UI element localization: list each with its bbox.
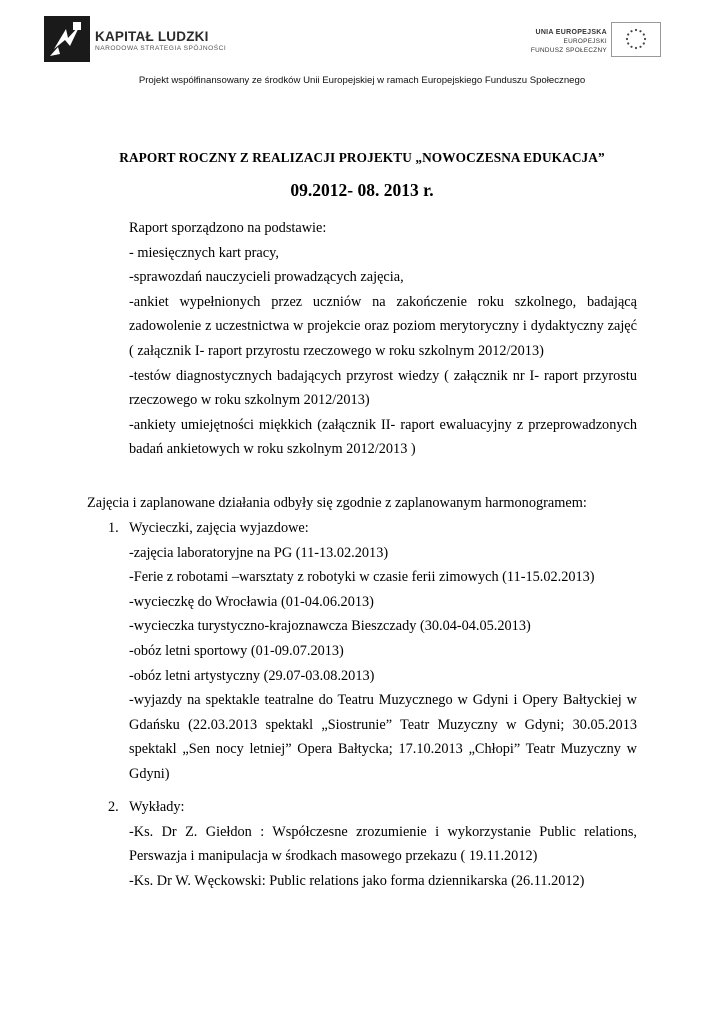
list-item: -wyjazdy na spektakle teatralne do Teatru Muzycznego w Gdyni i Opery Bałtyckiej w Gdańsku (22.03.2013 spektakl „Siostrunie” Teatr Muzyczny w Gdyni; 30.05.2013 spektakl „Sen nocy letniej” Opera Bałtycka; 17.10.2013 „Chłopi” Teatr Muzyczny w Gdyni) [129, 692, 637, 782]
list-item: -zajęcia laboratoryjne na PG (11-13.02.2013) [129, 544, 389, 561]
intro-item: -sprawozdań nauczycieli prowadzących zajęcia, [129, 269, 404, 286]
kapital-ludzki-logo [44, 16, 90, 62]
schedule-lead: Zajęcia i zaplanowane działania odbyły się zgodnie z zaplanowanym harmonogramem: [87, 495, 587, 511]
section-heading: Wycieczki, zajęcia wyjazdowe: [129, 520, 309, 536]
eu-line-3: FUNDUSZ SPOŁECZNY [530, 47, 607, 54]
intro-item: -ankiet wypełnionych przez uczniów na zakończenie roku szkolnego, badającą zadowolenie z uczestnictwa w projekcie oraz poziom merytoryczny i dydaktyczny zajęć ( załącznik I- raport przyrostu rzeczowego w roku szkolnym 2012/2013) [129, 293, 637, 359]
cofinancing-note: Projekt współfinansowany ze środków Unii Europejskiej w ramach Europejskiego Funduszu Społecznego [138, 75, 586, 86]
list-item: -Ks. Dr W. Węckowski: Public relations jako forma dziennikarska (26.11.2012) [129, 872, 585, 889]
intro-item: -ankiety umiejętności miękkich (załącznik II- raport ewaluacyjny z przeprowadzonych badań ankietowych w roku szkolnym 2012/2013 ) [129, 416, 637, 458]
section-heading: Wykłady: [129, 799, 185, 815]
section-number: 2. [108, 799, 119, 815]
intro-item: - miesięcznych kart pracy, [129, 244, 279, 261]
kapital-ludzki-logo-icon [44, 16, 90, 62]
eu-flag [611, 22, 661, 57]
section-number: 1. [108, 520, 119, 536]
section-trips [129, 516, 637, 787]
list-item: -Ks. Dr Z. Giełdon : Współczesne zrozumienie i wykorzystanie Public relations, Perswazja i manipulacja w środkach masowego przekazu ( 19.11.2012) [129, 823, 637, 865]
report-period: 09.2012- 08. 2013 r. [290, 180, 434, 200]
section-lectures [129, 795, 637, 893]
eu-text [531, 28, 607, 55]
list-item: -obóz letni sportowy (01-09.07.2013) [129, 642, 344, 659]
intro-section [129, 216, 637, 462]
list-item: -Ferie z robotami –warsztaty z robotyki w czasie ferii zimowych (11-15.02.2013) [129, 569, 595, 586]
eu-line-2: EUROPEJSKI [563, 38, 607, 45]
eu-stars-icon [612, 23, 660, 56]
report-title: RAPORT ROCZNY Z REALIZACJI PROJEKTU „NOWOCZESNA EDUKACJA” [119, 150, 605, 165]
eu-line-1: UNIA EUROPEJSKA [535, 29, 607, 36]
intro-heading: Raport sporządzono na podstawie: [129, 220, 327, 236]
list-item: -wycieczkę do Wrocławia (01-04.06.2013) [129, 593, 374, 610]
intro-item: -testów diagnostycznych badających przyrost wiedzy ( załącznik nr I- raport przyrostu rzeczowego w roku szkolnym 2012/2013) [129, 367, 637, 409]
list-item: -obóz letni artystyczny (29.07-03.08.2013) [129, 667, 375, 684]
list-item: -wycieczka turystyczno-krajoznawcza Bieszczady (30.04-04.05.2013) [129, 618, 531, 635]
logo-subtitle: NARODOWA STRATEGIA SPÓJNOŚCI [95, 45, 227, 52]
logo-name: KAPITAŁ LUDZKI [95, 29, 209, 44]
